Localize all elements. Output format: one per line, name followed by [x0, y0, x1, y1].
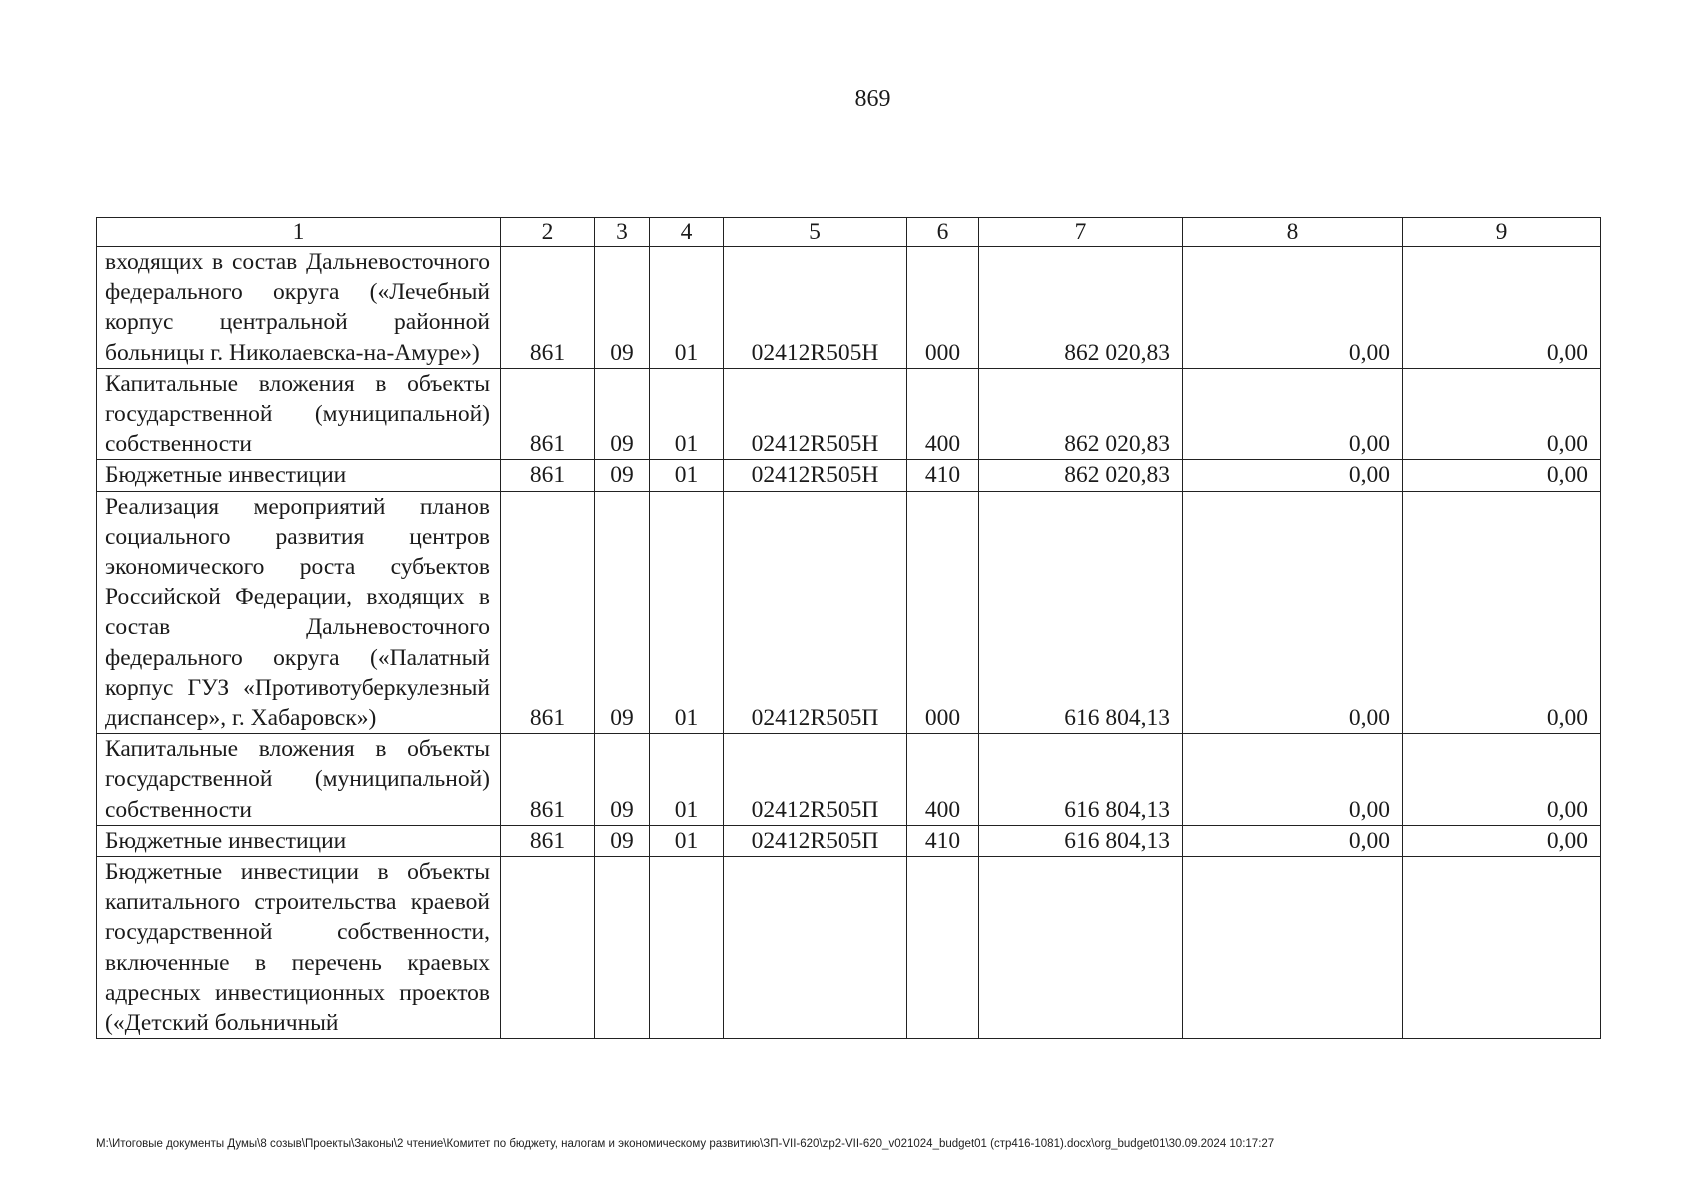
cell-expense-type: 000	[907, 247, 979, 369]
header-col-7: 7	[979, 218, 1183, 247]
row-description: входящих в состав Дальневосточного федерального округа («Лечебный корпус центральной районной больницы г. Николаевска-на-Амуре»)	[97, 247, 501, 369]
cell-amount-col7: 862 020,83	[979, 460, 1183, 491]
cell-amount-col9: 0,00	[1403, 368, 1601, 460]
cell-subsection: 01	[650, 368, 724, 460]
table-row	[97, 825, 1601, 856]
cell-admin-code: 861	[501, 247, 595, 369]
cell-amount-col8: 0,00	[1183, 368, 1403, 460]
cell-amount-col7: 616 804,13	[979, 491, 1183, 734]
row-description: Капитальные вложения в объекты государственной (муниципальной) собственности	[97, 368, 501, 460]
cell-admin-code: 861	[501, 460, 595, 491]
cell-amount-col9: 0,00	[1403, 247, 1601, 369]
cell-admin-code	[501, 857, 595, 1039]
cell-amount-col7	[979, 857, 1183, 1039]
header-col-4: 4	[650, 218, 724, 247]
header-col-2: 2	[501, 218, 595, 247]
cell-target-article	[724, 857, 907, 1039]
cell-section: 09	[595, 825, 650, 856]
header-col-9: 9	[1403, 218, 1601, 247]
table-row	[97, 247, 1601, 369]
cell-amount-col9: 0,00	[1403, 734, 1601, 826]
cell-target-article: 02412R505П	[724, 825, 907, 856]
cell-section: 09	[595, 460, 650, 491]
cell-subsection	[650, 857, 724, 1039]
cell-amount-col9: 0,00	[1403, 825, 1601, 856]
cell-expense-type: 410	[907, 460, 979, 491]
row-description: Бюджетные инвестиции	[97, 825, 501, 856]
cell-amount-col8: 0,00	[1183, 491, 1403, 734]
row-description: Бюджетные инвестиции	[97, 460, 501, 491]
cell-amount-col7: 616 804,13	[979, 734, 1183, 826]
cell-expense-type: 410	[907, 825, 979, 856]
cell-amount-col7: 862 020,83	[979, 247, 1183, 369]
table-row	[97, 368, 1601, 460]
cell-amount-col8: 0,00	[1183, 825, 1403, 856]
cell-section	[595, 857, 650, 1039]
document-path-footer: M:\Итоговые документы Думы\8 созыв\Проекты\Законы\2 чтение\Комитет по бюджету, налогам и экономическому развитию\ЗП-VII-620\zp2-VII-620_v021024_budget01 (стр416-1081).docx\org_budget01\30.09.2024 10:17:27	[96, 1138, 1275, 1150]
cell-expense-type	[907, 857, 979, 1039]
cell-subsection: 01	[650, 825, 724, 856]
table-row	[97, 857, 1601, 1039]
cell-subsection: 01	[650, 734, 724, 826]
cell-target-article: 02412R505Н	[724, 368, 907, 460]
header-row	[97, 218, 1601, 247]
header-col-5: 5	[724, 218, 907, 247]
cell-admin-code: 861	[501, 825, 595, 856]
cell-amount-col9	[1403, 857, 1601, 1039]
cell-target-article: 02412R505Н	[724, 460, 907, 491]
cell-expense-type: 400	[907, 734, 979, 826]
cell-amount-col9: 0,00	[1403, 491, 1601, 734]
table-row	[97, 491, 1601, 734]
row-description: Реализация мероприятий планов социального развития центров экономического роста субъектов Российской Федерации, входящих в состав Дальневосточного федерального округа («Палатный корпус ГУЗ «Противотуберкулезный диспансер», г. Хабаровск»)	[97, 491, 501, 734]
page-number: 869	[854, 86, 891, 112]
cell-amount-col9: 0,00	[1403, 460, 1601, 491]
cell-target-article: 02412R505П	[724, 491, 907, 734]
header-col-6: 6	[907, 218, 979, 247]
header-col-8: 8	[1183, 218, 1403, 247]
cell-amount-col7: 862 020,83	[979, 368, 1183, 460]
cell-admin-code: 861	[501, 491, 595, 734]
cell-subsection: 01	[650, 247, 724, 369]
row-description: Бюджетные инвестиции в объекты капитального строительства краевой государственной собственности, включенные в перечень краевых адресных инвестиционных проектов («Детский больничный	[97, 857, 501, 1039]
table-row	[97, 460, 1601, 491]
cell-subsection: 01	[650, 460, 724, 491]
cell-expense-type: 400	[907, 368, 979, 460]
cell-section: 09	[595, 734, 650, 826]
cell-section: 09	[595, 368, 650, 460]
cell-amount-col7: 616 804,13	[979, 825, 1183, 856]
cell-target-article: 02412R505П	[724, 734, 907, 826]
header-col-1: 1	[97, 218, 501, 247]
cell-amount-col8	[1183, 857, 1403, 1039]
cell-admin-code: 861	[501, 368, 595, 460]
row-description: Капитальные вложения в объекты государственной (муниципальной) собственности	[97, 734, 501, 826]
cell-amount-col8: 0,00	[1183, 460, 1403, 491]
table-row	[97, 734, 1601, 826]
header-col-3: 3	[595, 218, 650, 247]
cell-amount-col8: 0,00	[1183, 247, 1403, 369]
cell-section: 09	[595, 247, 650, 369]
cell-section: 09	[595, 491, 650, 734]
cell-amount-col8: 0,00	[1183, 734, 1403, 826]
cell-expense-type: 000	[907, 491, 979, 734]
cell-subsection: 01	[650, 491, 724, 734]
cell-admin-code: 861	[501, 734, 595, 826]
cell-target-article: 02412R505Н	[724, 247, 907, 369]
budget-table	[96, 217, 1601, 1039]
